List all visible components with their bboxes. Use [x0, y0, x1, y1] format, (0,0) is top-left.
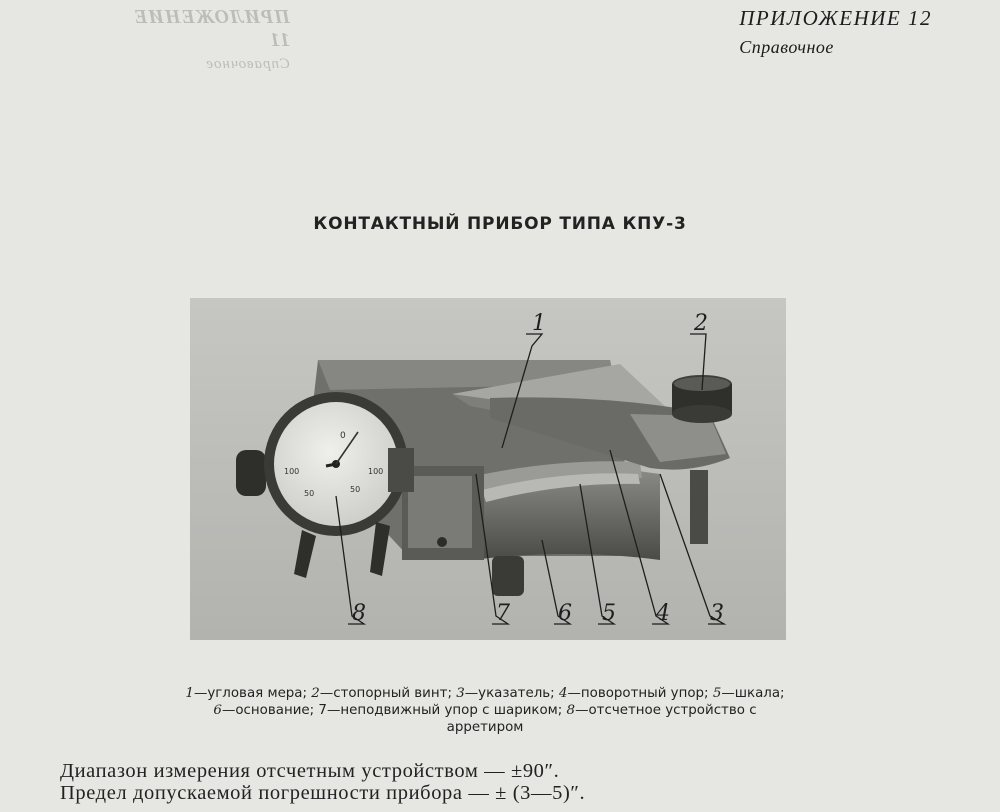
device-illustration [190, 298, 786, 640]
caption-item-text: —стопорный винт; [319, 686, 457, 701]
callout-number: 3 [710, 601, 724, 626]
callout-number: 8 [352, 601, 366, 626]
body-text-error: Предел допускаемой погрешности прибора — ± (3—5)″. [60, 782, 586, 804]
caption-item-text: —неподвижный упор с шариком; [326, 703, 567, 718]
callout-number: 2 [694, 311, 708, 336]
callout-number: 1 [532, 311, 546, 336]
caption-item-number: 1 [185, 686, 194, 701]
figure-title: КОНТАКТНЫЙ ПРИБОР ТИПА КПУ-3 [313, 214, 687, 234]
caption-item-number: 5 [712, 686, 722, 701]
appendix-number: ПРИЛОЖЕНИЕ 12 [739, 6, 932, 30]
caption-item-text: —отсчетное устройство с арретиром [446, 703, 757, 735]
caption-item-text: —шкала; [721, 686, 785, 701]
caption-item-number: 7 [318, 703, 327, 718]
dial-number: 0 [340, 431, 346, 441]
dial-number: 50 [304, 489, 315, 498]
callout-number: 7 [496, 601, 510, 626]
caption-item-text: —указатель; [464, 686, 559, 701]
appendix-type: Справочное [739, 37, 834, 57]
device-photo [190, 298, 786, 640]
caption-item-number: 8 [566, 703, 576, 718]
caption-item-number: 6 [213, 703, 222, 718]
appendix-header [739, 6, 932, 58]
caption-item-text: —поворотный упор; [567, 686, 713, 701]
dial-number: 50 [350, 485, 361, 494]
figure-caption [180, 685, 790, 736]
caption-item-number: 3 [456, 686, 465, 701]
caption-item-text: —угловая мера; [193, 686, 312, 701]
caption-item-number: 4 [558, 686, 568, 701]
dial-number: 100 [284, 467, 300, 476]
callout-number: 6 [558, 601, 572, 626]
body-text-range: Диапазон измерения отсчетным устройством — ±90″. [60, 760, 560, 782]
callout-number: 4 [656, 601, 670, 626]
dial-number: 100 [368, 467, 384, 476]
caption-item-number: 2 [311, 686, 320, 701]
caption-item-text: —основание; [221, 703, 319, 718]
bleed-through-text: ПРИЛОЖЕНИЕ 11 Справочное [133, 6, 290, 72]
callout-number: 5 [602, 601, 616, 626]
